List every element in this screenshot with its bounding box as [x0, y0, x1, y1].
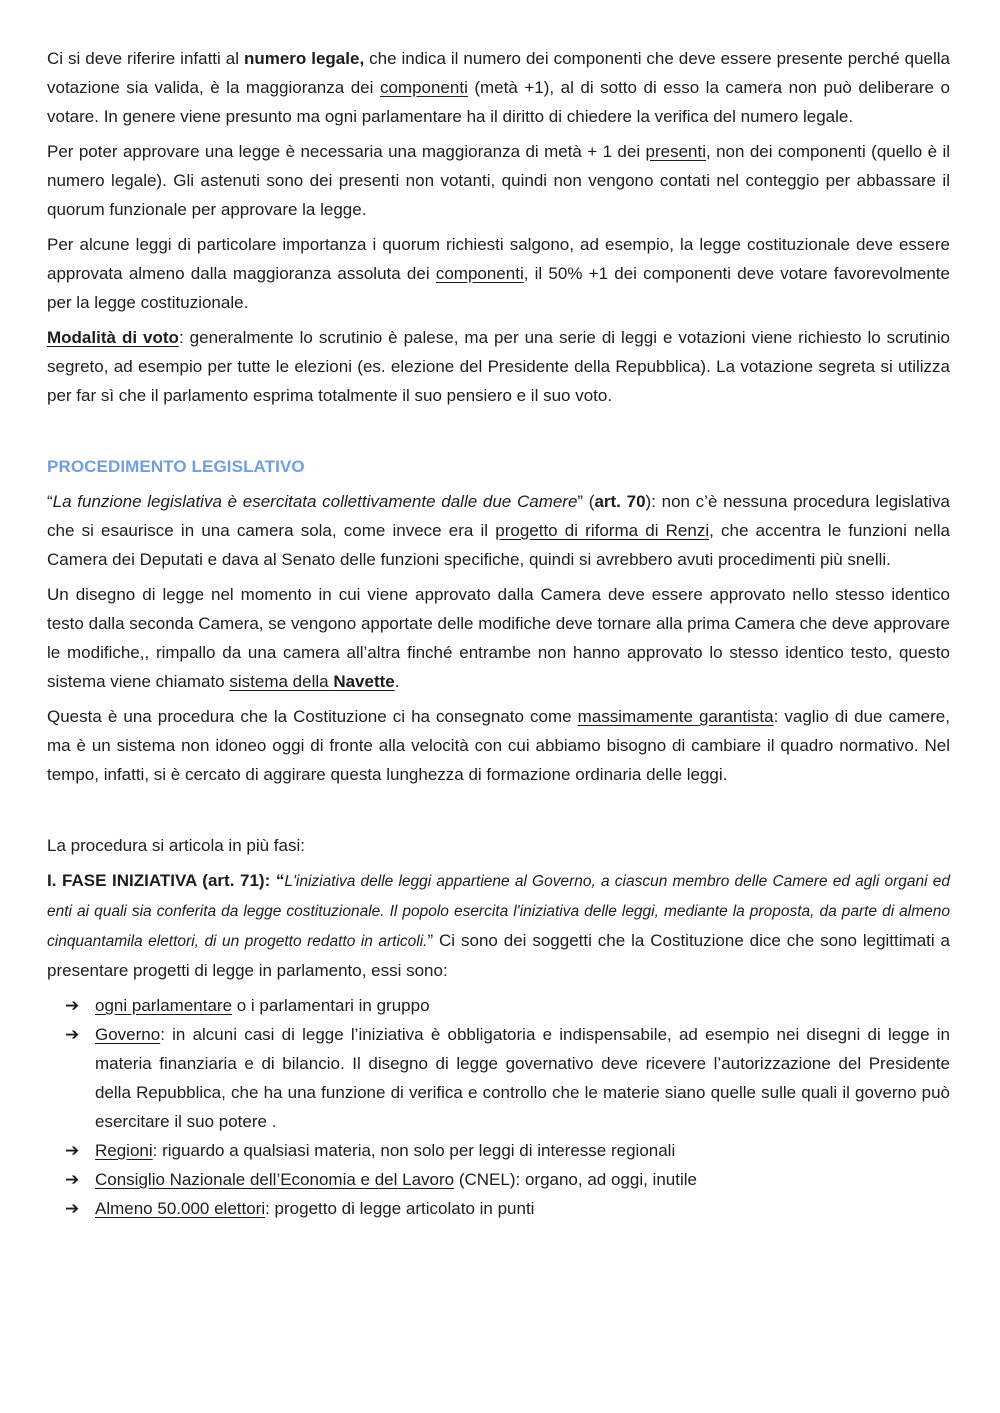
text: Ci si deve riferire infatti al — [47, 49, 244, 68]
text: : progetto di legge articolato in punti — [265, 1199, 535, 1218]
text: o i parlamentari in gruppo — [232, 996, 430, 1015]
text: , non dei componenti (quello è il numero legale). Gli astenuti sono dei presenti non votanti, quindi non vengono contati nel conteggio per abbassare il quorum funzionale per approvare la legge. — [47, 142, 950, 219]
text: ): non c’è nessuna procedura legislativa che si esaurisce in una camera sola, come invece era il — [47, 492, 950, 540]
text: , che accentra le funzioni nella Camera dei Deputati e dava al Senato delle funzioni specifiche, quindi si avrebbero avuti procedimenti più snelli. — [47, 521, 950, 569]
bold-term: I. FASE INIZIATIVA (art. 71): “ — [47, 871, 285, 890]
text: . — [394, 672, 400, 691]
underlined-term: Consiglio Nazionale dell’Economia e del Lavoro — [95, 1170, 455, 1189]
text: : generalmente lo scrutinio è palese, ma per una serie di leggi e votazioni viene richiesto lo scrutinio segreto, ad esempio per tutte le elezioni (es. elezione del Presidente della Repubblica). La votazione segreta si utilizza per far sì che il parlamento esprima totalmente il suo pensiero e il suo voto. — [47, 328, 950, 405]
paragraph-garantista — [47, 702, 950, 789]
underlined-term: progetto di riforma di Renzi — [495, 521, 710, 540]
list-item — [47, 1020, 950, 1136]
text: ” Ci sono dei soggetti che la Costituzione dice che sono legittimati a presentare progetti di legge in parlamento, essi sono: — [47, 931, 950, 980]
text: Per alcune leggi di particolare importanza i quorum richiesti salgono, ad esempio, la legge costituzionale deve essere approvata almeno dalla maggioranza assoluta dei — [47, 235, 950, 283]
underlined-term: Governo — [95, 1025, 161, 1044]
bold-term: numero legale, — [243, 49, 365, 68]
italic-quote: La funzione legislativa è esercitata collettivamente dalle due Camere — [52, 492, 578, 511]
list-item — [47, 1165, 950, 1194]
arrow-icon: ➔ — [65, 1141, 80, 1160]
list-item — [47, 991, 950, 1020]
list-item — [47, 1136, 950, 1165]
text: che indica il numero dei componenti che deve essere presente perché quella votazione sia valida, è la maggioranza dei — [47, 49, 950, 97]
spacer — [47, 795, 950, 831]
paragraph-modalita-voto — [47, 323, 950, 410]
text: , il 50% +1 dei componenti deve votare favorevolmente per la legge costituzionale. — [47, 264, 950, 312]
bold-term: art. 70 — [594, 492, 646, 511]
underlined-term: presenti — [645, 142, 706, 161]
arrow-icon: ➔ — [65, 1170, 80, 1189]
paragraph-numero-legale — [47, 44, 950, 131]
underlined-term: massimamente garantista — [577, 707, 774, 726]
underlined-term — [229, 672, 394, 691]
arrow-icon: ➔ — [65, 996, 80, 1015]
bold-term: Navette — [333, 672, 395, 691]
paragraph-maggioranza — [47, 137, 950, 224]
text: “ — [47, 492, 53, 511]
soggetti-list — [47, 991, 950, 1223]
italic-quote: L'iniziativa delle leggi appartiene al Governo, a ciascun membro delle Camere ed agli organi ed enti ai quali sia conferita da legge costituzionale. Il popolo esercita l'iniziativa delle leggi, mediante la proposta, da parte di almeno cinquantamila elettori, di un progetto redatto in articoli. — [47, 873, 950, 950]
text: (metà +1), al di sotto di esso la camera non può deliberare o votare. In genere viene presunto ma ogni parlamentare ha il diritto di chiedere la verifica del numero legale. — [47, 78, 950, 126]
paragraph-navette — [47, 580, 950, 696]
underlined-term: Regioni — [95, 1141, 153, 1160]
paragraph-fasi-intro: La procedura si articola in più fasi: — [47, 836, 305, 855]
section-heading: PROCEDIMENTO LEGISLATIVO — [47, 457, 305, 476]
text: : in alcuni casi di legge l’iniziativa è obbligatoria e indispensabile, ad esempio nei disegni di legge in materia finanziaria e di bilancio. Il disegno di legge governativo deve ricevere l’autorizzazione del Presidente della Repubblica, che ha una funzione di verifica e controllo che le materie siano quelle sulle quali il governo può esercitare il suo potere . — [95, 1025, 950, 1131]
arrow-icon: ➔ — [65, 1025, 80, 1044]
spacer — [47, 416, 950, 452]
underlined-term: componenti — [379, 78, 468, 97]
arrow-icon: ➔ — [65, 1199, 80, 1218]
paragraph-quorum — [47, 230, 950, 317]
paragraph-fase-iniziativa — [47, 866, 950, 985]
paragraph-art-70 — [47, 487, 950, 574]
text: sistema della — [229, 672, 334, 691]
underlined-term: componenti — [435, 264, 524, 283]
underlined-term: ogni parlamentare — [95, 996, 233, 1015]
text: Questa è una procedura che la Costituzione ci ha consegnato come — [47, 707, 578, 726]
bold-underlined-term: Modalità di voto — [47, 328, 179, 347]
text: ” ( — [577, 492, 595, 511]
text: Un disegno di legge nel momento in cui viene approvato dalla Camera deve essere approvato nello stesso identico testo dalla seconda Camera, se vengono apportate delle modifiche deve tornare alla prima Camera che deve approvare le modifiche,, rimpallo da una camera all’altra finché entrambe non hanno approvato lo stesso identico testo, questo sistema viene chiamato — [47, 585, 950, 691]
text: Per poter approvare una legge è necessaria una maggioranza di metà + 1 dei — [47, 142, 646, 161]
list-item — [47, 1194, 950, 1223]
text: (CNEL): organo, ad oggi, inutile — [454, 1170, 697, 1189]
text: : vaglio di due camere, ma è un sistema non idoneo oggi di fronte alla velocità con cui abbiamo bisogno di cambiare il quadro normativo. Nel tempo, infatti, si è cercato di aggirare questa lunghezza di formazione ordinaria delle leggi. — [47, 707, 950, 784]
underlined-term: Almeno 50.000 elettori — [95, 1199, 266, 1218]
text: : riguardo a qualsiasi materia, non solo per leggi di interesse regionali — [152, 1141, 676, 1160]
